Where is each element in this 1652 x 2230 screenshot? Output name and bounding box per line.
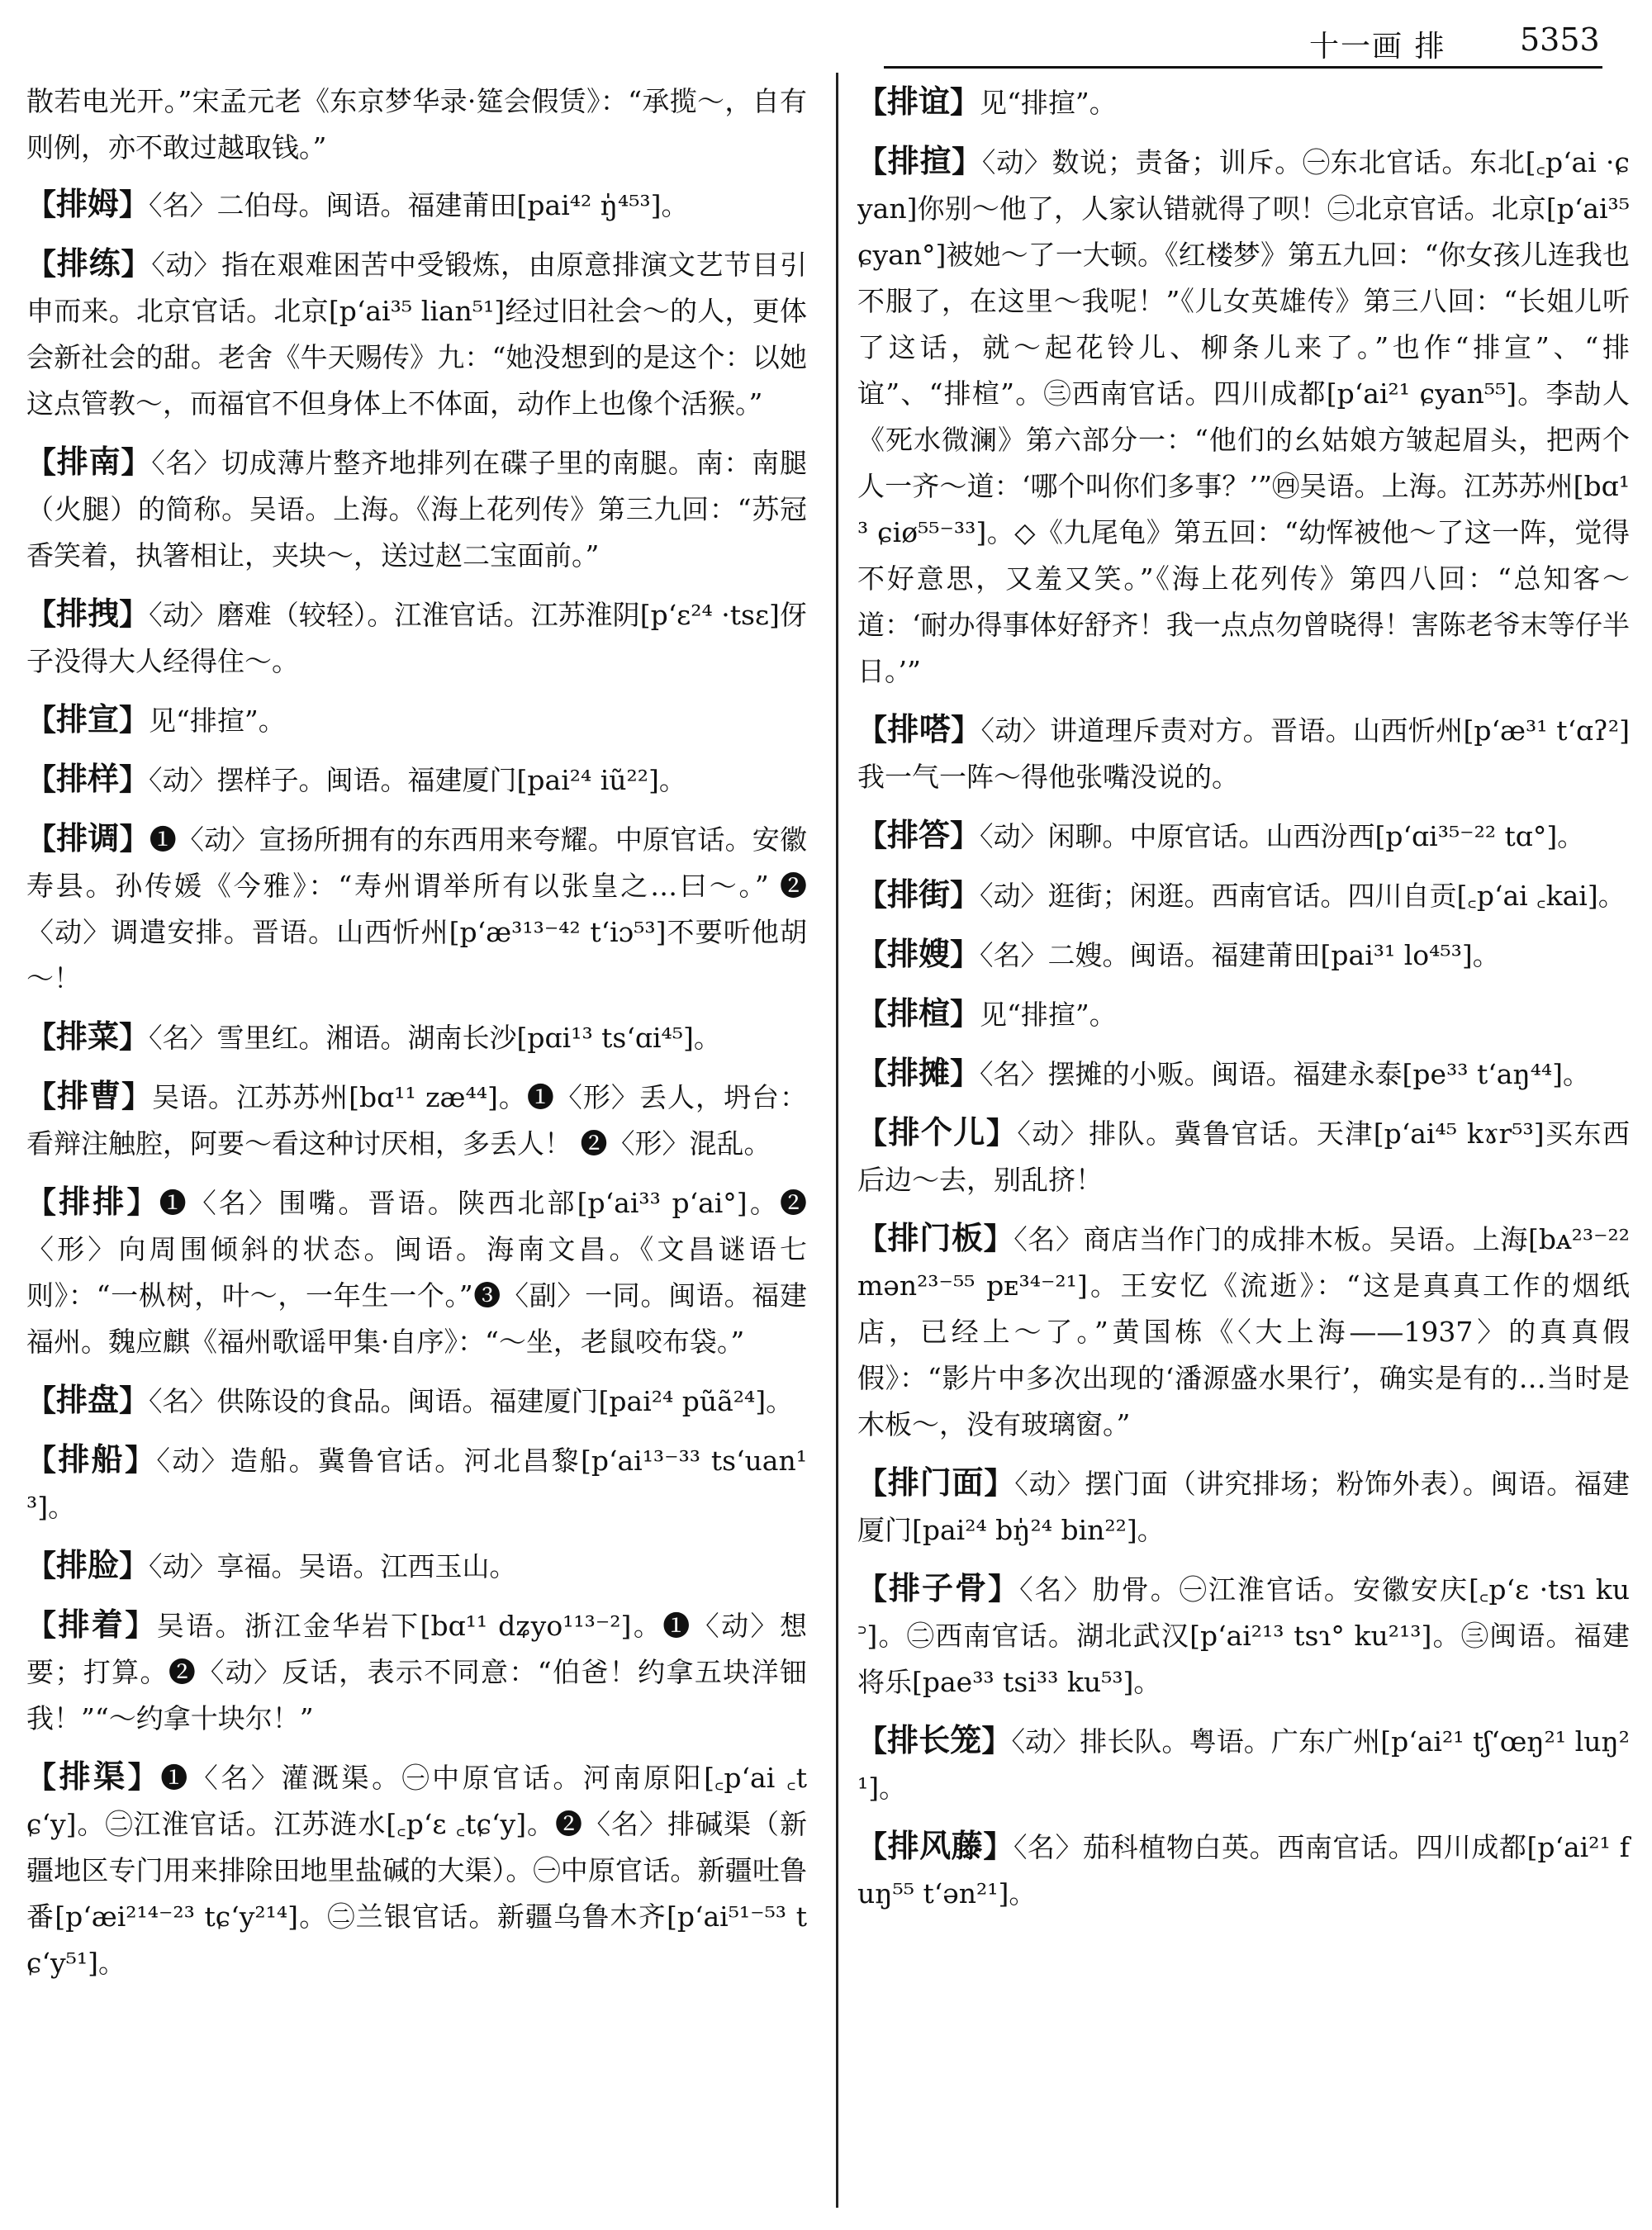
dictionary-entry: [26, 1436, 807, 1530]
entry-definition: 〈动〉讲道理斥责对方。晋语。山西忻州[p‘æ³¹ t‘ɑʔ²]我一气一阵～得他张嘴没说的。: [857, 714, 1630, 793]
left-column: [26, 78, 807, 1998]
close-bracket: 】: [950, 85, 980, 120]
entry-headword: 排门面: [887, 1464, 985, 1501]
close-bracket: 】: [119, 1383, 150, 1418]
open-bracket: 【: [26, 822, 57, 856]
dictionary-entry: [26, 1542, 807, 1590]
dictionary-entry: [857, 78, 1630, 126]
open-bracket: 【: [857, 1572, 890, 1606]
close-bracket: 】: [119, 1020, 150, 1055]
close-bracket: 】: [985, 1116, 1018, 1151]
dictionary-entry: [26, 696, 807, 744]
close-bracket: 】: [119, 597, 150, 632]
column-divider: [836, 73, 838, 2208]
entry-definition: 〈名〉切成薄片整齐地排列在碟子里的南腿。南：南腿（火腿）的简称。吴语。上海。《海上花列传》第三九回：“苏冠香笑着，执箸相让，夹块～，送过赵二宝面前。”: [26, 447, 807, 572]
entry-definition: 〈名〉雪里红。湘语。湖南长沙[pɑi¹³ ts‘ɑi⁴⁵]。: [149, 1022, 721, 1054]
dictionary-entry: [857, 812, 1630, 860]
dictionary-entry: [857, 138, 1630, 695]
entry-definition: 见“排揎”。: [980, 87, 1117, 119]
dictionary-entry: [857, 1215, 1630, 1448]
open-bracket: 【: [857, 1724, 888, 1758]
open-bracket: 【: [26, 1020, 57, 1055]
entry-headword: 排脸: [56, 1546, 120, 1583]
close-bracket: 】: [950, 818, 980, 853]
close-bracket: 】: [119, 1549, 150, 1583]
open-bracket: 【: [857, 1116, 889, 1151]
open-bracket: 【: [857, 1829, 888, 1864]
dictionary-entry: [26, 1013, 807, 1061]
entry-headword: 排答: [887, 816, 951, 853]
open-bracket: 【: [26, 1608, 59, 1643]
entry-definition: 〈动〉排队。冀鲁官话。天津[p‘ai⁴⁵ kɤr⁵³]买东西后边～去，别乱挤！: [857, 1117, 1630, 1196]
entry-headword: 排练: [56, 244, 121, 282]
open-bracket: 【: [26, 762, 57, 797]
open-bracket: 【: [26, 1549, 57, 1583]
entry-definition: ❶〈名〉灌溉渠。㊀中原官话。河南原阳[꜀p‘ai ꜀tɕ‘y]。㊁江淮官话。江苏涟水[꜀p‘ɛ ꜀tɕ‘y]。❷〈名〉排碱渠（新疆地区专门用来排除田地里盐碱的大渠）。㊀中原官话。新疆吐鲁番[p‘æi²¹⁴⁻²³ tɕ‘y²¹⁴]。㊁兰银官话。新疆乌鲁木齐[p‘ai⁵¹⁻⁵³ tɕ‘y⁵¹]。: [26, 1762, 807, 1979]
entry-headword: 排谊: [887, 83, 951, 120]
dictionary-entry: [26, 439, 807, 579]
open-bracket: 【: [857, 1466, 888, 1501]
dictionary-entry: [26, 1377, 807, 1425]
entry-definition: 〈动〉指在艰难困苦中受锻炼，由原意排演文艺节目引申而来。北京官话。北京[p‘ai³⁵ lian⁵¹]经过旧社会～的人，更体会新社会的甜。老舍《牛天赐传》九：“她没想到的是这个：以她这点管教～，而福官不但身体上不体面，动作上也像个活猴。”: [26, 249, 807, 420]
open-bracket: 【: [857, 937, 888, 972]
open-bracket: 【: [26, 1383, 57, 1418]
dictionary-entry: [26, 240, 807, 427]
close-bracket: 】: [119, 187, 150, 222]
continuation-text: 散若电光开。”宋孟元老《东京梦华录·筵会假赁》：“承揽～，自有则例，亦不敢过越取钱。”: [26, 85, 807, 164]
entry-headword: 排门板: [887, 1219, 984, 1256]
open-bracket: 【: [857, 713, 888, 747]
dictionary-entry: [26, 1179, 807, 1365]
dictionary-entry: [857, 706, 1630, 800]
open-bracket: 【: [857, 878, 888, 913]
entry-definition: 〈动〉磨难（较轻）。江淮官话。江苏淮阴[p‘ɛ²⁴ ·tsɛ]伢子没得大人经得住～。: [26, 599, 807, 677]
entry-headword: 排嗒: [887, 710, 952, 747]
right-entry-list: [857, 78, 1630, 1917]
entry-definition: 〈名〉二伯母。闽语。福建莆田[pai⁴² ŋ̍⁴⁵³]。: [149, 189, 689, 221]
entry-headword: 排南: [56, 443, 121, 480]
close-bracket: 】: [119, 703, 150, 738]
open-bracket: 【: [857, 997, 888, 1032]
dictionary-entry: [26, 1073, 807, 1167]
entry-definition: 〈动〉闲聊。中原官话。山西汾西[p‘ɑi³⁵⁻²² tɑ°]。: [980, 820, 1585, 852]
open-bracket: 【: [857, 818, 888, 853]
entry-definition: 见“排揎”。: [980, 999, 1117, 1031]
close-bracket: 】: [121, 247, 152, 282]
page-number: 5353: [1520, 21, 1600, 58]
dictionary-entry: [857, 1109, 1630, 1203]
open-bracket: 【: [26, 1185, 59, 1220]
dictionary-entry: [857, 871, 1630, 919]
entry-headword: 排子骨: [889, 1569, 989, 1606]
entry-headword: 排排: [59, 1183, 127, 1220]
close-bracket: 】: [126, 1185, 159, 1220]
entry-definition: 〈名〉肋骨。㊀江淮官话。安徽安庆[꜀p‘ɛ ·tsɿ ku꜄]。㊁西南官话。湖北武汉[p‘ai²¹³ tsɿ° ku²¹³]。㊂闽语。福建将乐[pae³³ tsi³³ ku⁵³]。: [857, 1573, 1630, 1698]
dictionary-entry: [857, 1823, 1630, 1917]
entry-definition: 〈动〉摆样子。闽语。福建厦门[pai²⁴ iũ²²]。: [149, 764, 686, 796]
entry-headword: 排个儿: [888, 1113, 986, 1151]
entry-definition: 〈动〉数说；责备；训斥。㊀东北官话。东北[꜀p‘ai ·ɕyan]你别～他了，人家认错就得了呗！㊁北京官话。北京[p‘ai³⁵ ɕyan°]被她～了一大顿。《红楼梦》第五九回：“你女孩儿连我也不服了，在这里～我呢！”《儿女英雄传》第三八回：“长姐儿听了这话，就～起花铃儿、柳条儿来了。”也作“排宣”、“排谊”、“排楦”。㊂西南官话。四川成都[p‘ai²¹ ɕyan⁵⁵]。李劼人《死水微澜》第六部分一：“他们的幺姑娘方皱起眉头，把两个人一齐～道：‘哪个叫你们多事？’”㊃吴语。上海。江苏苏州[bɑ¹³ ɕiø⁵⁵⁻³³]。◇《九尾龟》第五回：“幼恽被他～了这一阵，觉得不好意思，又羞又笑。”《海上花列传》第四八回：“总知客～道：‘耐办得事体好舒齐！我一点点勿曾晓得！害陈老爷末等仔半日。’”: [857, 146, 1630, 687]
close-bracket: 】: [983, 1222, 1014, 1256]
right-column: [857, 78, 1630, 1929]
dictionary-entry: [857, 1565, 1630, 1706]
open-bracket: 【: [26, 187, 57, 222]
entry-headword: 排船: [58, 1440, 126, 1478]
entry-headword: 排楦: [887, 994, 951, 1032]
close-bracket: 】: [950, 1056, 980, 1091]
dictionary-entry: [26, 1753, 807, 1986]
entry-definition: 〈名〉商店当作门的成排木板。吴语。上海[bᴀ²³⁻²² mən²³⁻⁵⁵ pᴇ³⁴⁻²¹]。王安忆《流逝》：“这是真真工作的烟纸店，已经上～了。”黄国栋《〈大上海——1937〉的真真假假》：“影片中多次出现的‘潘源盛水果行’，确实是有的…当时是木板～，没有玻璃窗。”: [857, 1223, 1630, 1440]
entry-definition: 〈名〉二嫂。闽语。福建莆田[pai³¹ lo⁴⁵³]。: [980, 939, 1500, 971]
page-header: [0, 0, 1652, 68]
close-bracket: 】: [951, 713, 981, 747]
dictionary-entry: [857, 1717, 1630, 1811]
close-bracket: 】: [984, 1466, 1015, 1501]
entry-headword: 排风藤: [887, 1827, 984, 1864]
entry-definition: 〈名〉茄科植物白英。西南官话。四川成都[p‘ai²¹ fuŋ⁵⁵ t‘ən²¹]。: [857, 1831, 1630, 1910]
entry-definition: 〈动〉造船。冀鲁官话。河北昌黎[p‘ai¹³⁻³³ ts‘uan¹³]。: [26, 1445, 807, 1523]
close-bracket: 】: [950, 997, 980, 1032]
entry-headword: 排渠: [59, 1758, 128, 1795]
open-bracket: 【: [857, 1056, 888, 1091]
entry-definition: 〈名〉供陈设的食品。闽语。福建厦门[pai²⁴ pũã²⁴]。: [149, 1385, 794, 1417]
close-bracket: 】: [119, 822, 150, 856]
dictionary-entry: [26, 181, 807, 229]
entry-definition: 〈动〉摆门面（讲究排场；粉饰外表）。闽语。福建厦门[pai²⁴ bŋ̍²⁴ bin²²]。: [857, 1468, 1630, 1546]
open-bracket: 【: [857, 1222, 888, 1256]
entry-headword: 排嫂: [887, 935, 951, 972]
entry-definition: 〈动〉逛街；闲逛。西南官话。四川自贡[꜀p‘ai ꜀kai]。: [980, 880, 1626, 912]
entry-headword: 排摊: [887, 1054, 951, 1091]
entry-headword: 排曹: [57, 1077, 122, 1114]
entry-headword: 排调: [56, 819, 120, 856]
close-bracket: 】: [952, 145, 982, 179]
dictionary-entry: [26, 756, 807, 804]
entry-headword: 排揎: [887, 142, 952, 179]
entry-definition: 吴语。浙江金华岩下[bɑ¹¹ dʑyo¹¹³⁻²]。❶〈动〉想要；打算。❷〈动〉反话，表示不同意：“伯爸！约拿五块洋钿我！”“～约拿十块尔！”: [26, 1610, 807, 1734]
entry-headword: 排盘: [56, 1381, 120, 1418]
dictionary-entry: [857, 931, 1630, 979]
close-bracket: 】: [119, 762, 150, 797]
entry-definition: 见“排揎”。: [149, 705, 286, 737]
left-entry-list: [26, 181, 807, 1986]
dictionary-entry: [857, 990, 1630, 1038]
entry-headword: 排菜: [56, 1018, 120, 1055]
open-bracket: 【: [26, 703, 57, 738]
dictionary-entry: [26, 1601, 807, 1742]
entry-headword: 排长笼: [887, 1721, 982, 1758]
close-bracket: 】: [121, 1079, 153, 1114]
close-bracket: 】: [983, 1829, 1014, 1864]
entry-definition: ❶〈名〉围嘴。晋语。陕西北部[p‘ai³³ p‘ai°]。❷〈形〉向周围倾斜的状态。闽语。海南文昌。《文昌谜语七则》：“一枞树，叶～，一年生一个。”❸〈副〉一同。闽语。福建福州。魏应麒《福州歌谣甲集·自序》：“～坐，老鼠咬布袋。”: [26, 1187, 807, 1358]
close-bracket: 】: [125, 1443, 157, 1478]
dictionary-entry: [26, 591, 807, 685]
close-bracket: 】: [988, 1572, 1020, 1606]
entry-headword: 排拽: [56, 595, 120, 632]
dictionary-entry: [857, 1050, 1630, 1098]
open-bracket: 【: [857, 85, 888, 120]
dictionary-entry: [857, 1459, 1630, 1554]
close-bracket: 】: [127, 1760, 161, 1795]
entry-headword: 排样: [56, 760, 120, 797]
entry-definition: 吴语。江苏苏州[bɑ¹¹ zæ⁴⁴]。❶〈形〉丢人，坍台：看辩注触腔，阿要～看这种讨厌相，多丢人！ ❷〈形〉混乱。: [26, 1081, 807, 1160]
entry-definition: 〈名〉摆摊的小贩。闽语。福建永泰[pe³³ t‘aŋ⁴⁴]。: [980, 1058, 1591, 1090]
close-bracket: 】: [125, 1608, 157, 1643]
entry-definition: 〈动〉排长队。粤语。广东广州[p‘ai²¹ tʃ‘œŋ²¹ luŋ²¹]。: [857, 1725, 1630, 1804]
open-bracket: 【: [26, 1443, 59, 1478]
dictionary-entry: [26, 815, 807, 1002]
entry-headword: 排姆: [56, 185, 120, 222]
entry-headword: 排宣: [56, 700, 120, 738]
close-bracket: 】: [950, 937, 980, 972]
open-bracket: 【: [857, 145, 888, 179]
open-bracket: 【: [26, 597, 57, 632]
open-bracket: 【: [26, 1760, 59, 1795]
close-bracket: 】: [121, 445, 152, 480]
close-bracket: 】: [981, 1724, 1012, 1758]
entry-headword: 排着: [58, 1606, 126, 1643]
section-heading: 十一画 排: [1309, 30, 1446, 64]
entry-headword: 排街: [887, 875, 951, 913]
open-bracket: 【: [26, 1079, 58, 1114]
header-rule: [884, 66, 1602, 69]
entry-definition: ❶〈动〉宣扬所拥有的东西用来夸耀。中原官话。安徽寿县。孙传媛《今雅》：“寿州谓举所有以张皇之…曰～。” ❷〈动〉调遣安排。晋语。山西忻州[p‘æ³¹³⁻⁴² t‘iɔ⁵³]不要听他胡～！: [26, 823, 807, 994]
entry-definition: 〈动〉享福。吴语。江西玉山。: [149, 1550, 517, 1582]
close-bracket: 】: [950, 878, 980, 913]
open-bracket: 【: [26, 445, 57, 480]
open-bracket: 【: [26, 247, 57, 282]
